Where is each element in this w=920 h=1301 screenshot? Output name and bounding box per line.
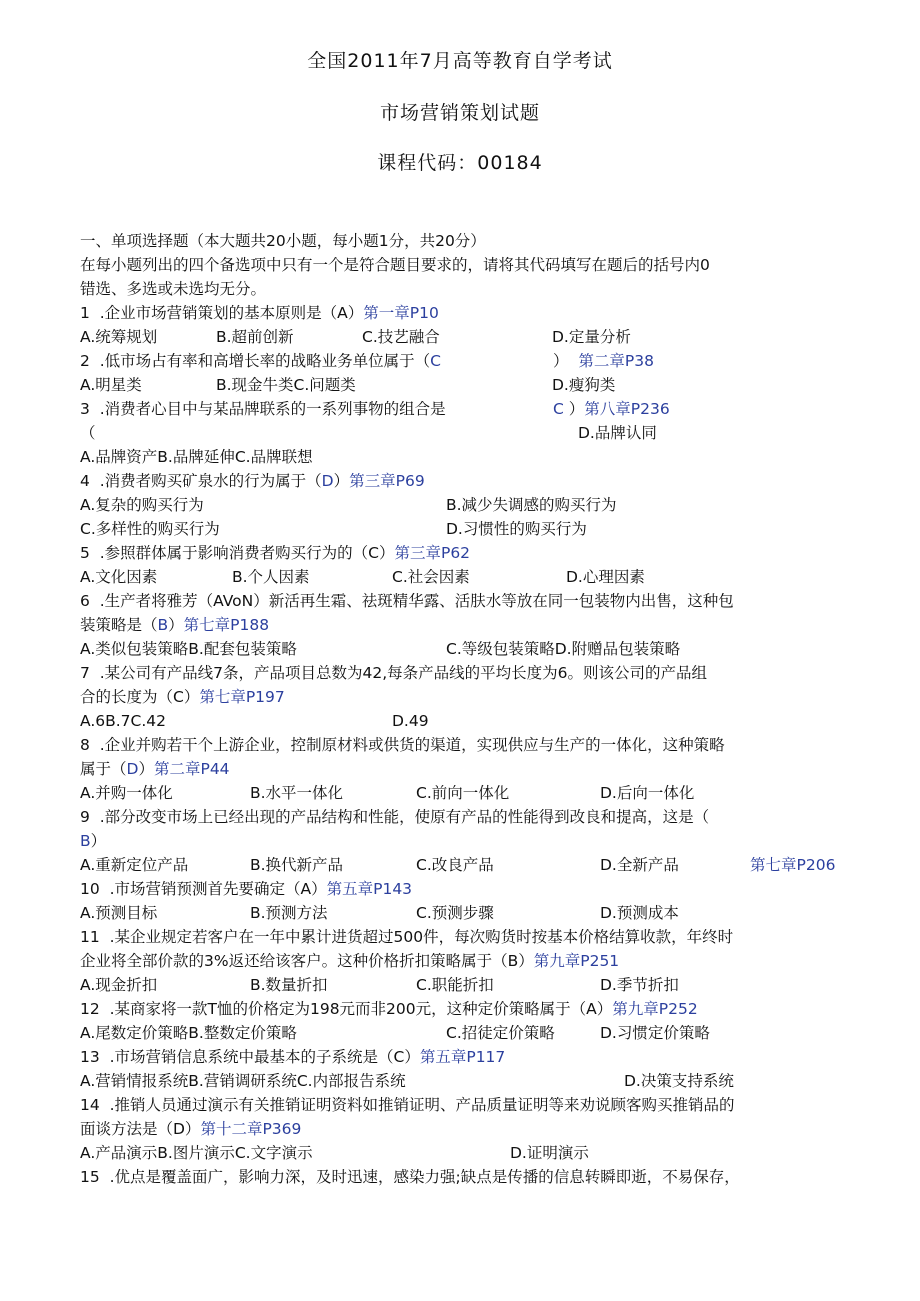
question-stem-text: 5 .参照群体属于影响消费者购买行为的（C）: [80, 544, 395, 562]
question-11-stem-1: 11 .某企业规定若客户在一年中累计进货超过500件，每次购货时按基本价格结算收款，年终时: [80, 928, 734, 946]
option-a: A.统筹规划: [80, 328, 158, 346]
close-paren: ）: [333, 472, 350, 490]
option-c: C.招徒定价策略: [446, 1024, 555, 1042]
chapter-ref: 第八章P236: [584, 400, 670, 418]
question-3-stem: 3 .消费者心目中与某品牌联系的一系列事物的组合是: [80, 400, 446, 418]
question-stem-text: 10 .市场营销预测首先要确定（A）: [80, 880, 327, 898]
option-d: D.习惯性的购买行为: [446, 520, 587, 538]
chapter-ref: 第三章P62: [394, 544, 471, 562]
question-3-answer: [553, 398, 670, 420]
question-7-stem-1: 7 .某公司有产品线7条，产品项目总数为42,每条产品线的平均长度为6。则该公司的产品组: [80, 664, 708, 682]
close-paren: ）: [90, 832, 107, 850]
course-code: 课程代码：00184: [377, 152, 543, 174]
option-c: C.技艺融合: [362, 328, 440, 346]
question-9-stem-2: [80, 830, 106, 852]
question-5-stem: [80, 542, 470, 564]
answer-letter: C: [553, 400, 564, 418]
chapter-ref: 第七章P197: [199, 688, 285, 706]
answer-letter: B: [157, 616, 169, 634]
answer-letter: C: [430, 352, 441, 370]
chapter-ref: 第七章P206: [750, 856, 836, 874]
option-c: C.改良产品: [416, 856, 494, 874]
option-c: C.前向一体化: [416, 784, 510, 802]
answer-letter: D: [126, 760, 139, 778]
close-paren: ）: [168, 616, 184, 634]
option-abc: A.营销情报系统B.营销调研系统C.内部报告系统: [80, 1072, 406, 1090]
question-14-stem-1: 14 .推销人员通过演示有关推销证明资料如推销证明、产品质量证明等来劝说顾客购买推销品的: [80, 1096, 735, 1114]
option-c: C.社会因素: [392, 568, 470, 586]
option-d: D.后向一体化: [600, 784, 695, 802]
answer-letter: D: [321, 472, 334, 490]
option-c: C.预测步骤: [416, 904, 494, 922]
subject-title: 市场营销策划试题: [379, 102, 540, 124]
option-d: D.季节折扣: [600, 976, 679, 994]
question-stem-text: 面谈方法是（D）: [80, 1120, 201, 1138]
option-d: D.49: [392, 712, 429, 730]
question-9-stem-1: 9 .部分改变市场上已经出现的产品结构和性能，使原有产品的性能得到改良和提高，这是（: [80, 808, 710, 826]
section-heading: 一、单项选择题（本大题共20小题，每小题1分，共20分）: [80, 232, 486, 250]
option-d: D.证明演示: [510, 1144, 589, 1162]
chapter-ref: 第十二章P369: [200, 1120, 302, 1138]
open-paren: （: [80, 424, 96, 442]
question-2-stem: [80, 350, 441, 372]
instructions-line-1: 在每小题列出的四个备选项中只有一个是符合题目要求的，请将其代码填写在题后的括号内0: [80, 256, 710, 274]
option-b: B.个人因素: [232, 568, 310, 586]
option-b: B.换代新产品: [250, 856, 344, 874]
question-13-stem: [80, 1046, 505, 1068]
option-d: D.决策支持系统: [624, 1072, 734, 1090]
question-15-stem: 15 .优点是覆盖面广，影响力深，及时迅速，感染力强;缺点是传播的信息转瞬即逝，不易保存，: [80, 1168, 740, 1186]
option-b: B.减少失调感的购买行为: [446, 496, 617, 514]
question-4-stem: [80, 470, 425, 492]
option-d: D.瘦狗类: [552, 376, 616, 394]
chapter-ref: 第九章P251: [533, 952, 620, 970]
chapter-ref: 第七章P188: [183, 616, 270, 634]
chapter-ref: 第二章P44: [153, 760, 230, 778]
option-d: D.定量分析: [552, 328, 631, 346]
option-c: C.职能折扣: [416, 976, 494, 994]
exam-title: 全国2011年7月高等教育自学考试: [307, 50, 613, 72]
close-paren: ）: [138, 760, 154, 778]
option-a: A.重新定位产品: [80, 856, 189, 874]
question-11-stem-2: [80, 950, 619, 972]
question-stem-text: 装策略是（: [80, 616, 158, 634]
question-6-stem-1: 6 .生产者将雅芳（AVoN）新活再生霜、祛斑精华露、活肤水等放在同一包装物内出售，这种包: [80, 592, 734, 610]
option-bc: B.现金牛类C.问题类: [216, 376, 356, 394]
option-a: A.文化因素: [80, 568, 158, 586]
option-abc: A.品牌资产B.品牌延伸C.品牌联想: [80, 448, 313, 466]
question-stem-text: 4 .消费者购买矿泉水的行为属于（: [80, 472, 322, 490]
question-7-stem-2: [80, 686, 285, 708]
option-d: D.全新产品: [600, 856, 679, 874]
option-a: A.并购一体化: [80, 784, 173, 802]
option-c: C.多样性的购买行为: [80, 520, 220, 538]
close-paren: ）: [568, 400, 585, 418]
option-a: A.复杂的购买行为: [80, 496, 204, 514]
question-stem-text: 合的长度为（C）: [80, 688, 200, 706]
close-paren: ）: [553, 352, 569, 370]
option-a: A.现金折扣: [80, 976, 158, 994]
option-abc: A.产品演示B.图片演示C.文字演示: [80, 1144, 313, 1162]
question-6-stem-2: [80, 614, 269, 636]
question-8-stem-1: 8 .企业并购若干个上游企业，控制原材料或供货的渠道，实现供应与生产的一体化，这种策略: [80, 736, 725, 754]
chapter-ref: 第五章P143: [326, 880, 413, 898]
option-abc: A.6B.7C.42: [80, 712, 167, 730]
question-1-stem: [80, 302, 439, 324]
option-b: B.数量折扣: [250, 976, 328, 994]
question-10-stem: [80, 878, 412, 900]
chapter-ref: 第三章P69: [349, 472, 425, 490]
option-d: D.心理因素: [566, 568, 645, 586]
question-stem-text: 13 .市场营销信息系统中最基本的子系统是（C）: [80, 1048, 420, 1066]
option-cd: C.等级包装策略D.附赠品包装策略: [446, 640, 681, 658]
option-b: B.超前创新: [216, 328, 294, 346]
question-2-close: [553, 350, 654, 372]
option-ab: A.尾数定价策略B.整数定价策略: [80, 1024, 297, 1042]
chapter-ref: 第一章P10: [363, 304, 439, 322]
option-d: D.品牌认同: [578, 424, 657, 442]
question-stem-text: 企业将全部价款的3%返还给该客户。这种价格折扣策略属于（B）: [80, 952, 534, 970]
option-a: A.明星类: [80, 376, 142, 394]
chapter-ref: 第二章P38: [578, 352, 654, 370]
question-14-stem-2: [80, 1118, 301, 1140]
option-a: A.预测目标: [80, 904, 158, 922]
option-d: D.预测成本: [600, 904, 679, 922]
instructions-line-2: 错选、多选或未选均无分。: [80, 280, 267, 298]
question-stem-text: 1 .企业市场营销策划的基本原则是（A）: [80, 304, 364, 322]
question-12-stem: [80, 998, 698, 1020]
question-stem-text: 属于（: [80, 760, 127, 778]
option-b: B.水平一体化: [250, 784, 344, 802]
option-d: D.习惯定价策略: [600, 1024, 710, 1042]
option-ab: A.类似包装策略B.配套包装策略: [80, 640, 297, 658]
option-b: B.预测方法: [250, 904, 328, 922]
chapter-ref: 第五章P117: [419, 1048, 506, 1066]
chapter-ref: 第九章P252: [612, 1000, 698, 1018]
question-stem-text: 2 .低市场占有率和高增长率的战略业务单位属于（: [80, 352, 431, 370]
question-stem-text: 12 .某商家将一款T恤的价格定为198元而非200元，这种定价策略属于（A）: [80, 1000, 613, 1018]
question-8-stem-2: [80, 758, 230, 780]
answer-letter: B: [80, 832, 91, 850]
